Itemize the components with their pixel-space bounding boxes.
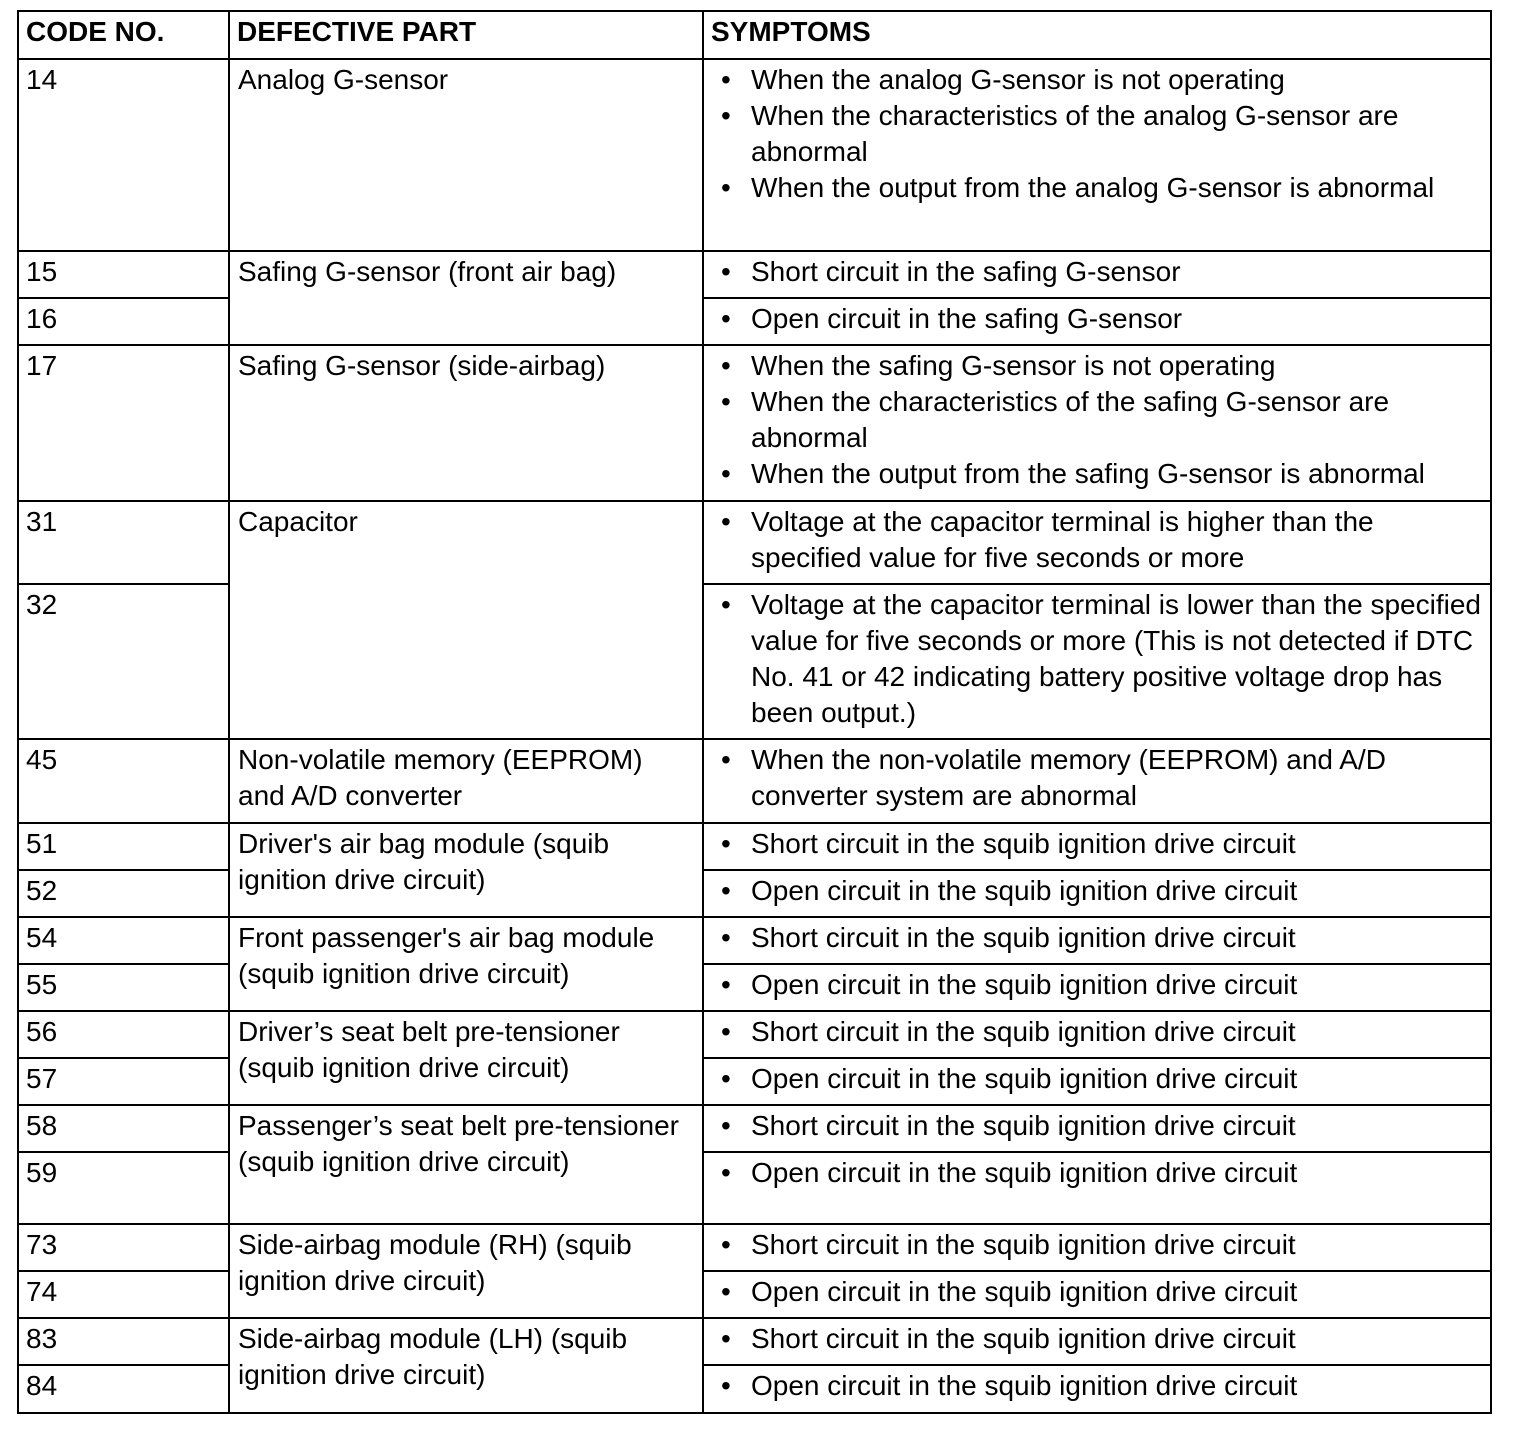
symptom-item: • Open circuit in the squib ignition drive circuit <box>704 967 1486 1003</box>
symptom-item: • Short circuit in the squib ignition drive circuit <box>704 1227 1486 1263</box>
header-row <box>18 11 1491 59</box>
symptom-list <box>704 348 1486 492</box>
symptoms-cell <box>703 501 1491 584</box>
symptoms-cell <box>703 1318 1491 1365</box>
code-cell: 58 <box>18 1105 229 1152</box>
symptom-list <box>704 1014 1486 1050</box>
table-row <box>18 917 1491 964</box>
defective-part-cell: Safing G-sensor (front air bag) <box>229 251 703 345</box>
table-row <box>18 251 1491 298</box>
symptom-item: • Short circuit in the squib ignition drive circuit <box>704 1014 1486 1050</box>
code-cell: 73 <box>18 1224 229 1271</box>
code-cell: 15 <box>18 251 229 298</box>
symptoms-cell <box>703 1271 1491 1318</box>
code-cell: 84 <box>18 1365 229 1413</box>
dtc-table <box>17 10 1492 1414</box>
code-cell: 32 <box>18 584 229 739</box>
code-cell: 59 <box>18 1152 229 1224</box>
symptoms-cell <box>703 870 1491 917</box>
symptom-item: • Open circuit in the squib ignition drive circuit <box>704 1368 1486 1404</box>
symptoms-cell <box>703 823 1491 870</box>
symptoms-cell <box>703 1011 1491 1058</box>
symptom-item: • Open circuit in the safing G-sensor <box>704 301 1486 337</box>
table-row <box>18 1105 1491 1152</box>
symptom-list <box>704 1274 1486 1310</box>
code-cell: 45 <box>18 739 229 823</box>
code-cell: 83 <box>18 1318 229 1365</box>
symptoms-cell <box>703 1105 1491 1152</box>
symptom-item: • Voltage at the capacitor terminal is higher than the specified value for five seconds or more <box>704 504 1486 576</box>
code-cell: 17 <box>18 345 229 501</box>
table-row <box>18 345 1491 501</box>
header-defective-part: DEFECTIVE PART <box>229 11 703 59</box>
defective-part-cell: Side-airbag module (LH) (squib ignition drive circuit) <box>229 1318 703 1413</box>
table-row <box>18 1224 1491 1271</box>
symptoms-cell <box>703 1152 1491 1224</box>
code-cell: 16 <box>18 298 229 345</box>
symptom-item: • When the non-volatile memory (EEPROM) and A/D converter system are abnormal <box>704 742 1486 814</box>
table-row <box>18 823 1491 870</box>
symptom-list <box>704 742 1486 814</box>
symptom-item: • Short circuit in the squib ignition drive circuit <box>704 920 1486 956</box>
symptom-item: • When the output from the analog G-sensor is abnormal <box>704 170 1486 206</box>
defective-part-cell: Passenger’s seat belt pre-tensioner (squib ignition drive circuit) <box>229 1105 703 1224</box>
symptom-item: • Open circuit in the squib ignition drive circuit <box>704 873 1486 909</box>
code-cell: 74 <box>18 1271 229 1318</box>
symptom-item: • Short circuit in the safing G-sensor <box>704 254 1486 290</box>
symptom-list <box>704 254 1486 290</box>
symptom-item: • Short circuit in the squib ignition drive circuit <box>704 826 1486 862</box>
defective-part-cell: Driver's air bag module (squib ignition drive circuit) <box>229 823 703 917</box>
header-symptoms: SYMPTOMS <box>703 11 1491 59</box>
symptoms-cell <box>703 917 1491 964</box>
symptom-item: • When the analog G-sensor is not operating <box>704 62 1486 98</box>
symptom-item: • When the characteristics of the analog G-sensor are abnormal <box>704 98 1486 170</box>
defective-part-cell: Side-airbag module (RH) (squib ignition drive circuit) <box>229 1224 703 1318</box>
symptoms-cell <box>703 739 1491 823</box>
symptom-item: • When the safing G-sensor is not operating <box>704 348 1486 384</box>
code-cell: 52 <box>18 870 229 917</box>
symptom-item: • Voltage at the capacitor terminal is lower than the specified value for five seconds or more (This is not detected if DTC No. 41 or 42 indicating battery positive voltage drop has been output.) <box>704 587 1486 731</box>
code-cell: 54 <box>18 917 229 964</box>
code-cell: 31 <box>18 501 229 584</box>
code-cell: 56 <box>18 1011 229 1058</box>
table-row <box>18 1318 1491 1365</box>
symptom-list <box>704 301 1486 337</box>
symptoms-cell <box>703 1058 1491 1105</box>
defective-part-cell: Non-volatile memory (EEPROM) and A/D converter <box>229 739 703 823</box>
symptom-list <box>704 1368 1486 1404</box>
defective-part-cell: Driver’s seat belt pre-tensioner (squib ignition drive circuit) <box>229 1011 703 1105</box>
code-cell: 14 <box>18 59 229 251</box>
table-row <box>18 739 1491 823</box>
header-code: CODE NO. <box>18 11 229 59</box>
symptoms-cell <box>703 251 1491 298</box>
code-cell: 55 <box>18 964 229 1011</box>
defective-part-cell: Analog G-sensor <box>229 59 703 251</box>
defective-part-cell: Capacitor <box>229 501 703 739</box>
symptoms-cell <box>703 1365 1491 1413</box>
symptom-item: • Open circuit in the squib ignition drive circuit <box>704 1061 1486 1097</box>
symptoms-cell <box>703 59 1491 251</box>
symptom-item: • Open circuit in the squib ignition drive circuit <box>704 1155 1486 1191</box>
symptom-list <box>704 873 1486 909</box>
symptoms-cell <box>703 1224 1491 1271</box>
defective-part-cell: Front passenger's air bag module (squib ignition drive circuit) <box>229 917 703 1011</box>
symptom-list <box>704 826 1486 862</box>
table-body <box>18 59 1491 1413</box>
symptom-list <box>704 967 1486 1003</box>
table-row <box>18 59 1491 251</box>
table-row <box>18 501 1491 584</box>
symptom-item: • When the characteristics of the safing G-sensor are abnormal <box>704 384 1486 456</box>
symptoms-cell <box>703 298 1491 345</box>
symptom-item: • Open circuit in the squib ignition drive circuit <box>704 1274 1486 1310</box>
symptom-list <box>704 1321 1486 1357</box>
symptoms-cell <box>703 964 1491 1011</box>
symptom-list <box>704 62 1486 206</box>
symptom-list <box>704 1061 1486 1097</box>
symptom-list <box>704 1155 1486 1191</box>
symptom-list <box>704 587 1486 731</box>
symptom-item: • When the output from the safing G-sensor is abnormal <box>704 456 1486 492</box>
symptom-list <box>704 1108 1486 1144</box>
symptom-item: • Short circuit in the squib ignition drive circuit <box>704 1108 1486 1144</box>
symptom-list <box>704 1227 1486 1263</box>
symptoms-cell <box>703 584 1491 739</box>
symptom-list <box>704 920 1486 956</box>
code-cell: 51 <box>18 823 229 870</box>
symptom-item: • Short circuit in the squib ignition drive circuit <box>704 1321 1486 1357</box>
table-row <box>18 1011 1491 1058</box>
symptoms-cell <box>703 345 1491 501</box>
symptom-list <box>704 504 1486 576</box>
defective-part-cell: Safing G-sensor (side-airbag) <box>229 345 703 501</box>
code-cell: 57 <box>18 1058 229 1105</box>
